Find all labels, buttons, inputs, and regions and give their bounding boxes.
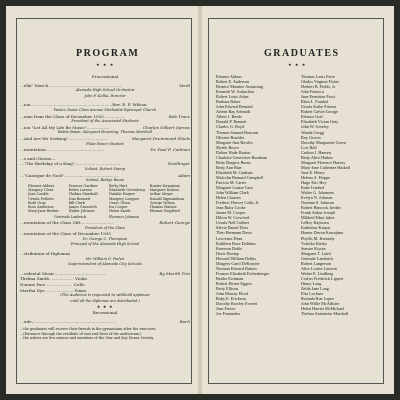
chorus-member: Eleanor Aldous <box>28 183 55 188</box>
graduate-name: James M. Cooper <box>216 210 246 216</box>
graduate-name: Dorothy Marguerite Green <box>301 139 346 145</box>
program-subtitle: Mr. William G. Paden <box>85 256 125 261</box>
graduate-name: Mary-Jane Catherine Haskell <box>301 164 351 170</box>
program-subtitle: Pastor, Santa Clara Avenue Methodist Episcopal Church <box>53 107 157 112</box>
chorus-member: Bill Clark <box>68 200 85 205</box>
graduates-left-column <box>216 74 297 316</box>
program-section-label: Recessional <box>92 309 118 315</box>
graduate-name: Jane E. Henry <box>301 169 325 175</box>
graduate-name: Hugo Eric Hoy <box>301 179 327 185</box>
graduate-name: Norman S. Johnson <box>301 200 334 206</box>
chorus-member: Thomas Watson <box>149 205 177 210</box>
program-item-title: ...ome from the Class of December 1935................ <box>20 113 125 119</box>
program-item-title: ...esentation of the Class of December 1935 <box>20 231 111 237</box>
chorus-member: Ursula Fellows <box>28 196 54 201</box>
graduate-name: Kenneth W. Aubuchon <box>216 89 255 95</box>
graduate-name: Jean Ruby Cooke <box>216 205 246 211</box>
graduate-name: Yoshiko Kiriko <box>301 240 327 246</box>
chorus-member: Margery Clear <box>28 187 54 192</box>
chorus-member: Eleanor Siegfried <box>149 209 180 214</box>
graduate-name: Helena A. Hoppe <box>301 174 330 180</box>
chorus-member: Margery Loepper <box>109 196 140 201</box>
graduate-name: Ursula Nell Culbert <box>216 220 250 226</box>
graduate-name: Lois Hall <box>301 144 317 150</box>
program-subtitle: Dr. George C. Thompson <box>82 236 128 241</box>
graduate-name: Theo Hermann Davis <box>216 230 253 236</box>
graduate-name: John William Clark <box>216 190 249 196</box>
graduate-name: Gladys Virginia Fisher <box>301 79 339 85</box>
graduate-name: Phyllis M. Kennedy <box>301 235 335 241</box>
graduate-name: Dalton Wade Burton <box>216 149 251 155</box>
chorus-member: Jean Conkle <box>28 192 49 197</box>
program-item-performer: Neidlinger <box>167 161 190 167</box>
graduate-name: Corliss Frederick Lippert <box>301 275 344 281</box>
graduate-name: John Fonseca <box>301 89 324 95</box>
graduate-name: Salvia Daniel Doss <box>216 225 249 231</box>
graduate-name: Walter G. Johansen <box>301 190 334 196</box>
graduate-name: Dorothy Rowley Everett <box>216 301 258 307</box>
graduate-name: Rosinda Rue Lopez <box>301 296 335 302</box>
chorus-member: Ira Cooper <box>109 205 128 210</box>
graduates-page <box>202 6 394 394</box>
graduate-name: Zelda Jane Long <box>301 285 329 291</box>
graduate-name: Kathleen Rose Dobbins <box>216 240 256 246</box>
program-subtitle: Soloist, Bettye Baum <box>85 178 125 183</box>
program-subtitle: Bettie Baum, Margaret Bruening, Thomas Marshall <box>58 130 152 135</box>
chorus-member: James Grunwich <box>68 205 97 210</box>
graduate-name: Doris Dunlap <box>216 250 239 256</box>
program-section-label: Processional <box>91 74 119 79</box>
chorus-member: George Wilson <box>149 200 175 205</box>
graduate-name: Frances Elizabeth Eichenberger <box>216 270 270 276</box>
graduate-name: Helen Clausen <box>216 195 241 201</box>
graduate-name: Hilton W. Crawford <box>216 215 250 221</box>
program-item-title: ...And Are We Seeking".............................. <box>20 135 108 141</box>
chorus-member: Helen Larsen <box>68 187 92 192</box>
program-lines <box>20 74 190 340</box>
graduate-name: Robert Louis Asher <box>216 94 249 100</box>
program-item-title: Martha Dye ..................... Piano <box>20 287 87 293</box>
program-item-performer: Charles Gilbert Spross <box>142 124 190 130</box>
graduate-name: John W. Greeley <box>301 124 329 130</box>
program-subtitle: Soloist, Robert Stamp <box>84 166 126 171</box>
graduate-name: Jean Farver <box>216 306 236 312</box>
chorus-member: Betty Hart <box>109 183 128 188</box>
graduate-name: Olivette Boulder <box>216 134 245 140</box>
graduate-name: Eleanor Graf <box>301 114 323 120</box>
graduate-name: Eleanor Aldous <box>216 74 242 79</box>
program-item-title: ...esentation of the Class Gift......................... <box>20 220 113 226</box>
chorus-member: Thelma Marshall <box>68 192 98 197</box>
chorus-member: Grace Olsen <box>109 200 131 205</box>
program-subtitle: Flute Honor Student <box>86 141 124 146</box>
graduate-name: Sumire Kiyota <box>301 245 326 251</box>
graduate-name: Carlton J. Hansen <box>301 149 331 155</box>
program-item-title: Thelma Smith .................. Violin <box>20 276 87 282</box>
graduate-name: Betty Burgess Burns <box>216 159 251 165</box>
graduate-name: Gertrude Lambrick <box>301 255 334 261</box>
program-subtitle: Alameda High School Orchestra <box>75 88 135 93</box>
chorus-member: Ruth Gray <box>28 200 46 205</box>
program-subtitle: President of the Class <box>85 225 125 230</box>
program-page <box>6 6 198 394</box>
graduate-name: Patricia M. Carter <box>216 179 247 185</box>
graduate-name: John Edward Bernard <box>216 104 253 110</box>
program-star-ornament: ★ ★ ★ <box>96 62 115 67</box>
program-heading: PROGRAM <box>76 48 140 59</box>
graduate-name: Margaret T. Laird <box>301 250 331 256</box>
graduate-name: Bertha Eichman <box>216 275 244 281</box>
graduate-name: Katherine Kaspar <box>301 225 331 231</box>
graduate-name: Robert Calvin George <box>301 109 338 115</box>
graduate-name: Helen Harriet McMichael <box>301 306 345 312</box>
graduate-name: Betty Ellison <box>216 285 238 291</box>
graduate-name: Jane Ernestine Frost <box>301 94 335 100</box>
chorus-names <box>28 184 190 214</box>
graduate-name: Myrtle Boyce <box>216 144 240 150</box>
graduate-name: Barbara Baker <box>216 99 241 105</box>
chorus-member: Mary-Jane Berber <box>28 209 59 214</box>
graduate-name: Emerson Doble <box>216 245 243 251</box>
graduate-name: Margaret Ann Bowles <box>216 139 253 145</box>
program-footnote: ...the ushers are few seniors and members of the Star and Key Honor Society. <box>20 335 154 340</box>
graduate-name: Howard William Dobbs <box>216 255 256 261</box>
program-item-title: ...esentation............................................. <box>20 147 105 153</box>
chorus-member: Ross Anderson <box>28 205 54 210</box>
program-item-performer: Margaret Drummond Shiels <box>131 135 190 141</box>
graduate-name: Margery Carol DeKruyter <box>216 260 260 266</box>
graduate-name: Lawrence Dean <box>216 235 243 241</box>
graduate-name: Homer Devon Kawajima <box>301 230 344 236</box>
program-item-title: ...ude................................................................. <box>20 318 117 324</box>
graduate-name: Robert Deven Eggers <box>216 280 253 286</box>
graduate-name: John Willie McAllister <box>301 301 340 307</box>
graduate-name: Elsa Lochner <box>301 291 324 297</box>
graduate-name: Joe Fernandez <box>216 311 241 317</box>
chorus-member: Elizabeth Greenberg <box>109 187 145 192</box>
graduate-name: Katie Ivanhof <box>301 185 325 191</box>
program-footnote: ...the graduates will receive their friends in the gymnasium after the exercises. <box>20 327 157 332</box>
program-subtitle: until all the diplomas are distributed.) <box>70 298 140 303</box>
graduate-name: Charles G. Boyd <box>216 124 245 130</box>
graduate-name: Donald P. Bennett <box>216 119 247 125</box>
graduate-name: Frederic Harvey Cobb, Jr. <box>216 200 260 206</box>
program-item-title: ...ion...............................................................Rev. E. F. Wilson <box>20 102 147 108</box>
chorus-member: Helen Knoth <box>109 209 131 214</box>
program-item-title: Nonnie Parr .................... Cello <box>20 282 85 287</box>
graduate-name: Betty Alice Harbin <box>301 154 333 160</box>
graduate-name: Evelyn N. Johnsen <box>301 195 333 201</box>
graduate-name: Norman Edward Dubois <box>216 265 257 271</box>
program-item-performer: Robert George <box>159 220 190 226</box>
graduate-name: Arlene Ray Schmidt <box>216 109 251 115</box>
program-subtitle: Superintendent of Alameda City Schools <box>68 262 142 267</box>
graduate-name: Margaret Louise Case <box>216 185 253 191</box>
graduate-name: Elizabeth Vivian Gray <box>301 119 339 125</box>
program-item-title: ...s and Chorus— <box>20 155 56 161</box>
chorus-member: Frances Gardner <box>68 183 98 188</box>
program-section-label: ★ ★ ★ <box>96 304 114 310</box>
graduate-name: Herbert B. Fields, Jr. <box>301 84 336 90</box>
program-item-performer: Bob Trace <box>168 113 190 119</box>
graduate-name: Elizabeth M. Cadman <box>216 169 253 175</box>
chorus-member: Hunter Kawajima <box>149 183 180 188</box>
graduate-name: Ursula Kathe Fritzen <box>301 104 337 110</box>
program-subtitle: John F. Kolka, Director <box>84 93 126 98</box>
graduate-name: Malcolm Bernard Campbell <box>216 174 263 180</box>
graduate-name: Rhea L. Frankel <box>301 99 329 105</box>
chorus-member: Walter Johnson <box>68 209 95 214</box>
chorus-member: Natalie Harper <box>109 192 136 197</box>
graduate-name: Alice Louise Larsson <box>301 265 337 271</box>
program-item-title: ...stribution of Diplomas <box>20 251 71 257</box>
program-item-performer: Verdi <box>179 82 190 88</box>
chorus-member: Arthur Meyer <box>149 192 174 197</box>
graduate-name: Robert Langerson <box>301 260 332 266</box>
graduate-name: Bernice Maurine Armstrong <box>216 84 264 90</box>
chorus-member: Gertrude Lanbrick <box>54 214 87 219</box>
program-item-title: ..."The Birthday of a King"................................... <box>20 161 121 167</box>
graduate-name: Robert Hancock Jordan <box>301 205 341 211</box>
program-subtitle: Principal of the Alameda High School <box>70 242 140 247</box>
graduate-name: Walter E. Lindberg <box>301 270 334 276</box>
graduate-name: John Murray Elrod <box>216 291 248 297</box>
graduates-star-ornament: ★ ★ ★ <box>288 62 307 67</box>
program-item-performer: Adam <box>178 172 190 178</box>
graduates-right-column <box>301 74 382 316</box>
chorus-names <box>54 215 164 219</box>
graduate-name: Dinny Long <box>301 280 322 286</box>
program-subtitle: (The Audience is requested to withhold applause <box>60 293 150 298</box>
chorus-member: Florence Johnson <box>109 214 140 219</box>
program-item-performer: By Marith Trio <box>159 270 190 276</box>
program-footnote: ...(Entrance through the vestibule of east end front of the auditorium.) <box>20 331 142 336</box>
graduate-name: Betty Ann Burr <box>216 164 242 170</box>
graduate-name: Frank Arthur Joseph <box>301 210 336 216</box>
chorus-member: Donald Sigmundson <box>149 196 185 201</box>
chorus-member: Tom Bennett <box>68 196 91 201</box>
program-item-performer: Bach <box>179 318 190 324</box>
graduate-name: LeRoy Kajiwara <box>301 220 329 226</box>
graduate-name: Mildred Edna Jukes <box>301 215 335 221</box>
program-subtitle: President of the Associated Students <box>71 119 139 124</box>
graduate-name: Thelma Antoinette Marshall <box>301 311 349 317</box>
graduate-name: Margaret Florence Harvey <box>301 159 346 165</box>
graduate-name: Charlotte Genevieve Burnham <box>216 154 268 160</box>
program-item-performer: Dr. Paul F. Cadman <box>150 147 190 153</box>
graduates-list <box>216 74 382 316</box>
program-item-title: ...cidental Music........................................ <box>20 270 107 276</box>
graduate-name: Wanda Gregg <box>301 129 325 135</box>
program-item-title: ...ella" March......................................................... <box>20 82 123 88</box>
program-item-title: ..."Cantique de Noel".......................................... <box>20 172 119 178</box>
graduate-name: Albert J. Beede <box>216 114 242 120</box>
graduates-heading: GRADUATES <box>264 48 340 59</box>
graduate-name: Roy Grover <box>301 134 321 140</box>
program-item-title: ...ion "Let All My Life Be Music"................. <box>20 124 109 130</box>
graduate-name: Thomas Louis Ferre <box>301 74 335 79</box>
chorus-member: Margaret Krause <box>149 187 179 192</box>
graduate-name: Ruby E. Erickson <box>216 296 246 302</box>
graduate-name: Robert E. Anderson <box>216 79 250 85</box>
graduate-name: Thomas Samuel Boucaut <box>216 129 259 135</box>
